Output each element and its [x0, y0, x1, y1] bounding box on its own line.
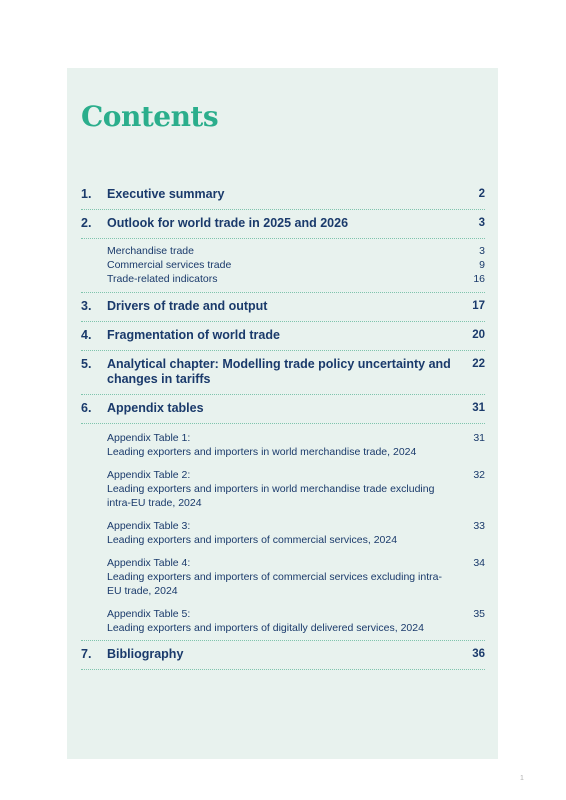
entry-number: 6. [81, 401, 92, 415]
subsection-page: 9 [479, 259, 485, 271]
appendix-table-page: 31 [473, 432, 485, 444]
entry-page: 22 [472, 358, 485, 370]
appendix-table-desc: Leading exporters and importers of commercial services, 2024 [107, 534, 398, 546]
appendix-table-label[interactable]: Appendix Table 2: [107, 469, 191, 481]
toc-entry[interactable] [81, 395, 485, 424]
appendix-table-page: 34 [473, 557, 485, 569]
table-of-contents [81, 181, 485, 670]
appendix-table-label[interactable]: Appendix Table 3: [107, 520, 191, 532]
toc-entry[interactable] [81, 210, 485, 239]
appendix-table-label[interactable]: Appendix Table 5: [107, 608, 191, 620]
entry-number: 2. [81, 216, 92, 230]
appendix-table-list [81, 424, 485, 641]
subsection-item[interactable] [107, 244, 485, 258]
entry-number: 1. [81, 187, 92, 201]
appendix-table-label[interactable]: Appendix Table 4: [107, 557, 191, 569]
entry-label[interactable]: Analytical chapter: Modelling trade policy uncertainty and changes in tariffs [107, 357, 451, 386]
subsection-item[interactable] [107, 272, 485, 286]
entry-number: 3. [81, 299, 92, 313]
toc-entry[interactable] [81, 351, 485, 395]
appendix-table-desc: Leading exporters and importers of digitally delivered services, 2024 [107, 622, 424, 634]
subsection-label[interactable]: Merchandise trade [107, 245, 194, 257]
subsection-page: 16 [473, 273, 485, 285]
appendix-table-desc: Leading exporters and importers in world merchandise trade, 2024 [107, 446, 417, 458]
entry-number: 5. [81, 357, 92, 371]
subsection-list [81, 239, 485, 293]
subsection-page: 3 [479, 245, 485, 257]
entry-label[interactable]: Fragmentation of world trade [107, 328, 280, 342]
entry-page: 36 [472, 648, 485, 660]
entry-label[interactable]: Outlook for world trade in 2025 and 2026 [107, 216, 349, 230]
entry-label[interactable]: Bibliography [107, 647, 184, 661]
entry-label[interactable]: Appendix tables [107, 401, 204, 415]
entry-number: 4. [81, 328, 92, 342]
appendix-table-page: 35 [473, 608, 485, 620]
toc-entry[interactable] [81, 322, 485, 351]
appendix-table-item[interactable] [107, 607, 485, 635]
subsection-label[interactable]: Trade-related indicators [107, 273, 218, 285]
entry-page: 17 [472, 300, 485, 312]
entry-label[interactable]: Drivers of trade and output [107, 299, 268, 313]
appendix-table-desc: Leading exporters and importers in world merchandise trade excluding intra-EU trade, 2024 [107, 483, 435, 509]
appendix-table-page: 33 [473, 520, 485, 532]
appendix-table-item[interactable] [107, 556, 485, 598]
entry-number: 7. [81, 647, 92, 661]
entry-page: 3 [478, 217, 485, 229]
toc-entry[interactable] [81, 181, 485, 210]
entry-page: 20 [472, 329, 485, 341]
appendix-table-page: 32 [473, 469, 485, 481]
appendix-table-item[interactable] [107, 431, 485, 459]
toc-entry[interactable] [81, 293, 485, 322]
appendix-table-item[interactable] [107, 468, 485, 510]
appendix-table-item[interactable] [107, 519, 485, 547]
subsection-item[interactable] [107, 258, 485, 272]
appendix-table-label[interactable]: Appendix Table 1: [107, 432, 191, 444]
page-title: Contents [81, 100, 219, 133]
entry-label[interactable]: Executive summary [107, 187, 225, 201]
subsection-label[interactable]: Commercial services trade [107, 259, 232, 271]
page-number: 1 [520, 775, 524, 782]
appendix-table-desc: Leading exporters and importers of commercial services excluding intra-EU trade, 2024 [107, 571, 442, 597]
entry-page: 31 [472, 402, 485, 414]
entry-page: 2 [478, 188, 485, 200]
toc-entry[interactable] [81, 641, 485, 670]
